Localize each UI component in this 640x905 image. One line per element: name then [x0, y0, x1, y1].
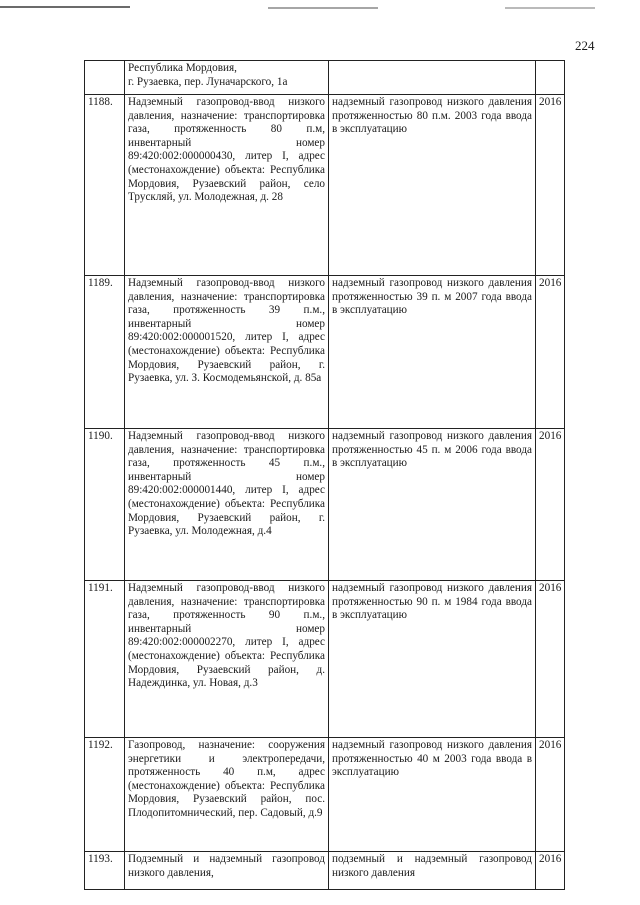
object-name-address: Республика Мордовия, г. Рузаевка, пер. Луначарского, 1а: [125, 61, 329, 95]
year-cell: 2016: [536, 852, 565, 890]
object-name-address: Подземный и надземный газопровод низкого давления,: [125, 852, 329, 890]
year-cell: 2016: [536, 429, 565, 581]
table-row-continuation: [85, 61, 565, 95]
table-row: [85, 852, 565, 890]
object-name-address: Газопровод, назначение: сооружения энергетики и электропередачи, протяженность 40 п.м, адрес (местонахождение) объекта: Республика Мордовия, Рузаевский район, пос. Плодопитомнический, пер. Садовый, д.9: [125, 738, 329, 852]
object-description: [329, 61, 536, 95]
year-cell: 2016: [536, 276, 565, 429]
object-name-address: Надземный газопровод-ввод низкого давления, назначение: транспортировка газа, протяженность 80 п.м, инвентарный номер 89:420:002:000000430, литер I, адрес (местонахождение) объекта: Республика Мордовия, Рузаевский район, село Трускляй, ул. Молодежная, д. 28: [125, 95, 329, 276]
scan-artifact-top-middle: [268, 7, 378, 9]
object-description: надземный газопровод низкого давления протяженностью 90 п. м 1984 года ввода в эксплуатацию: [329, 581, 536, 738]
year-cell: 2016: [536, 738, 565, 852]
table-row: [85, 95, 565, 276]
row-number: [85, 61, 125, 95]
scan-artifact-top-left: [0, 6, 130, 8]
scan-artifact-top-right: [505, 7, 595, 9]
object-description: подземный и надземный газопровод низкого давления: [329, 852, 536, 890]
table-row: [85, 738, 565, 852]
table-row: [85, 429, 565, 581]
object-name-address: Надземный газопровод-ввод низкого давления, назначение: транспортировка газа, протяженность 90 п.м., инвентарный номер 89:420:002:000002270, литер I, адрес (местонахождение) объекта: Республика Мордовия, Рузаевский район, д. Надеждинка, ул. Новая, д.3: [125, 581, 329, 738]
object-name-address: Надземный газопровод-ввод низкого давления, назначение: транспортировка газа, протяженность 45 п.м., инвентарный номер 89:420:002:000001440, литер I, адрес (местонахождение) объекта: Республика Мордовия, Рузаевский район, г. Рузаевка, ул. Молодежная, д.4: [125, 429, 329, 581]
object-description: надземный газопровод низкого давления протяженностью 39 п. м 2007 года ввода в эксплуатацию: [329, 276, 536, 429]
year-cell: [536, 61, 565, 95]
year-cell: 2016: [536, 581, 565, 738]
object-description: надземный газопровод низкого давления протяженностью 80 п.м. 2003 года ввода в эксплуатацию: [329, 95, 536, 276]
page-number: 224: [575, 38, 595, 53]
object-description: надземный газопровод низкого давления протяженностью 40 м 2003 года ввода в эксплуатацию: [329, 738, 536, 852]
property-registry-table: [84, 60, 565, 890]
year-cell: 2016: [536, 95, 565, 276]
object-name-address: Надземный газопровод-ввод низкого давления, назначение: транспортировка газа, протяженность 39 п.м., инвентарный номер 89:420:002:000001520, литер I, адрес (местонахождение) объекта: Республика Мордовия, Рузаевский район, г. Рузаевка, ул. З. Космодемьянской, д. 85а: [125, 276, 329, 429]
row-number: 1190.: [85, 429, 125, 581]
row-number: 1193.: [85, 852, 125, 890]
row-number: 1189.: [85, 276, 125, 429]
table-row: [85, 581, 565, 738]
row-number: 1188.: [85, 95, 125, 276]
row-number: 1191.: [85, 581, 125, 738]
table-row: [85, 276, 565, 429]
object-description: надземный газопровод низкого давления протяженностью 45 п. м 2006 года ввода в эксплуатацию: [329, 429, 536, 581]
row-number: 1192.: [85, 738, 125, 852]
